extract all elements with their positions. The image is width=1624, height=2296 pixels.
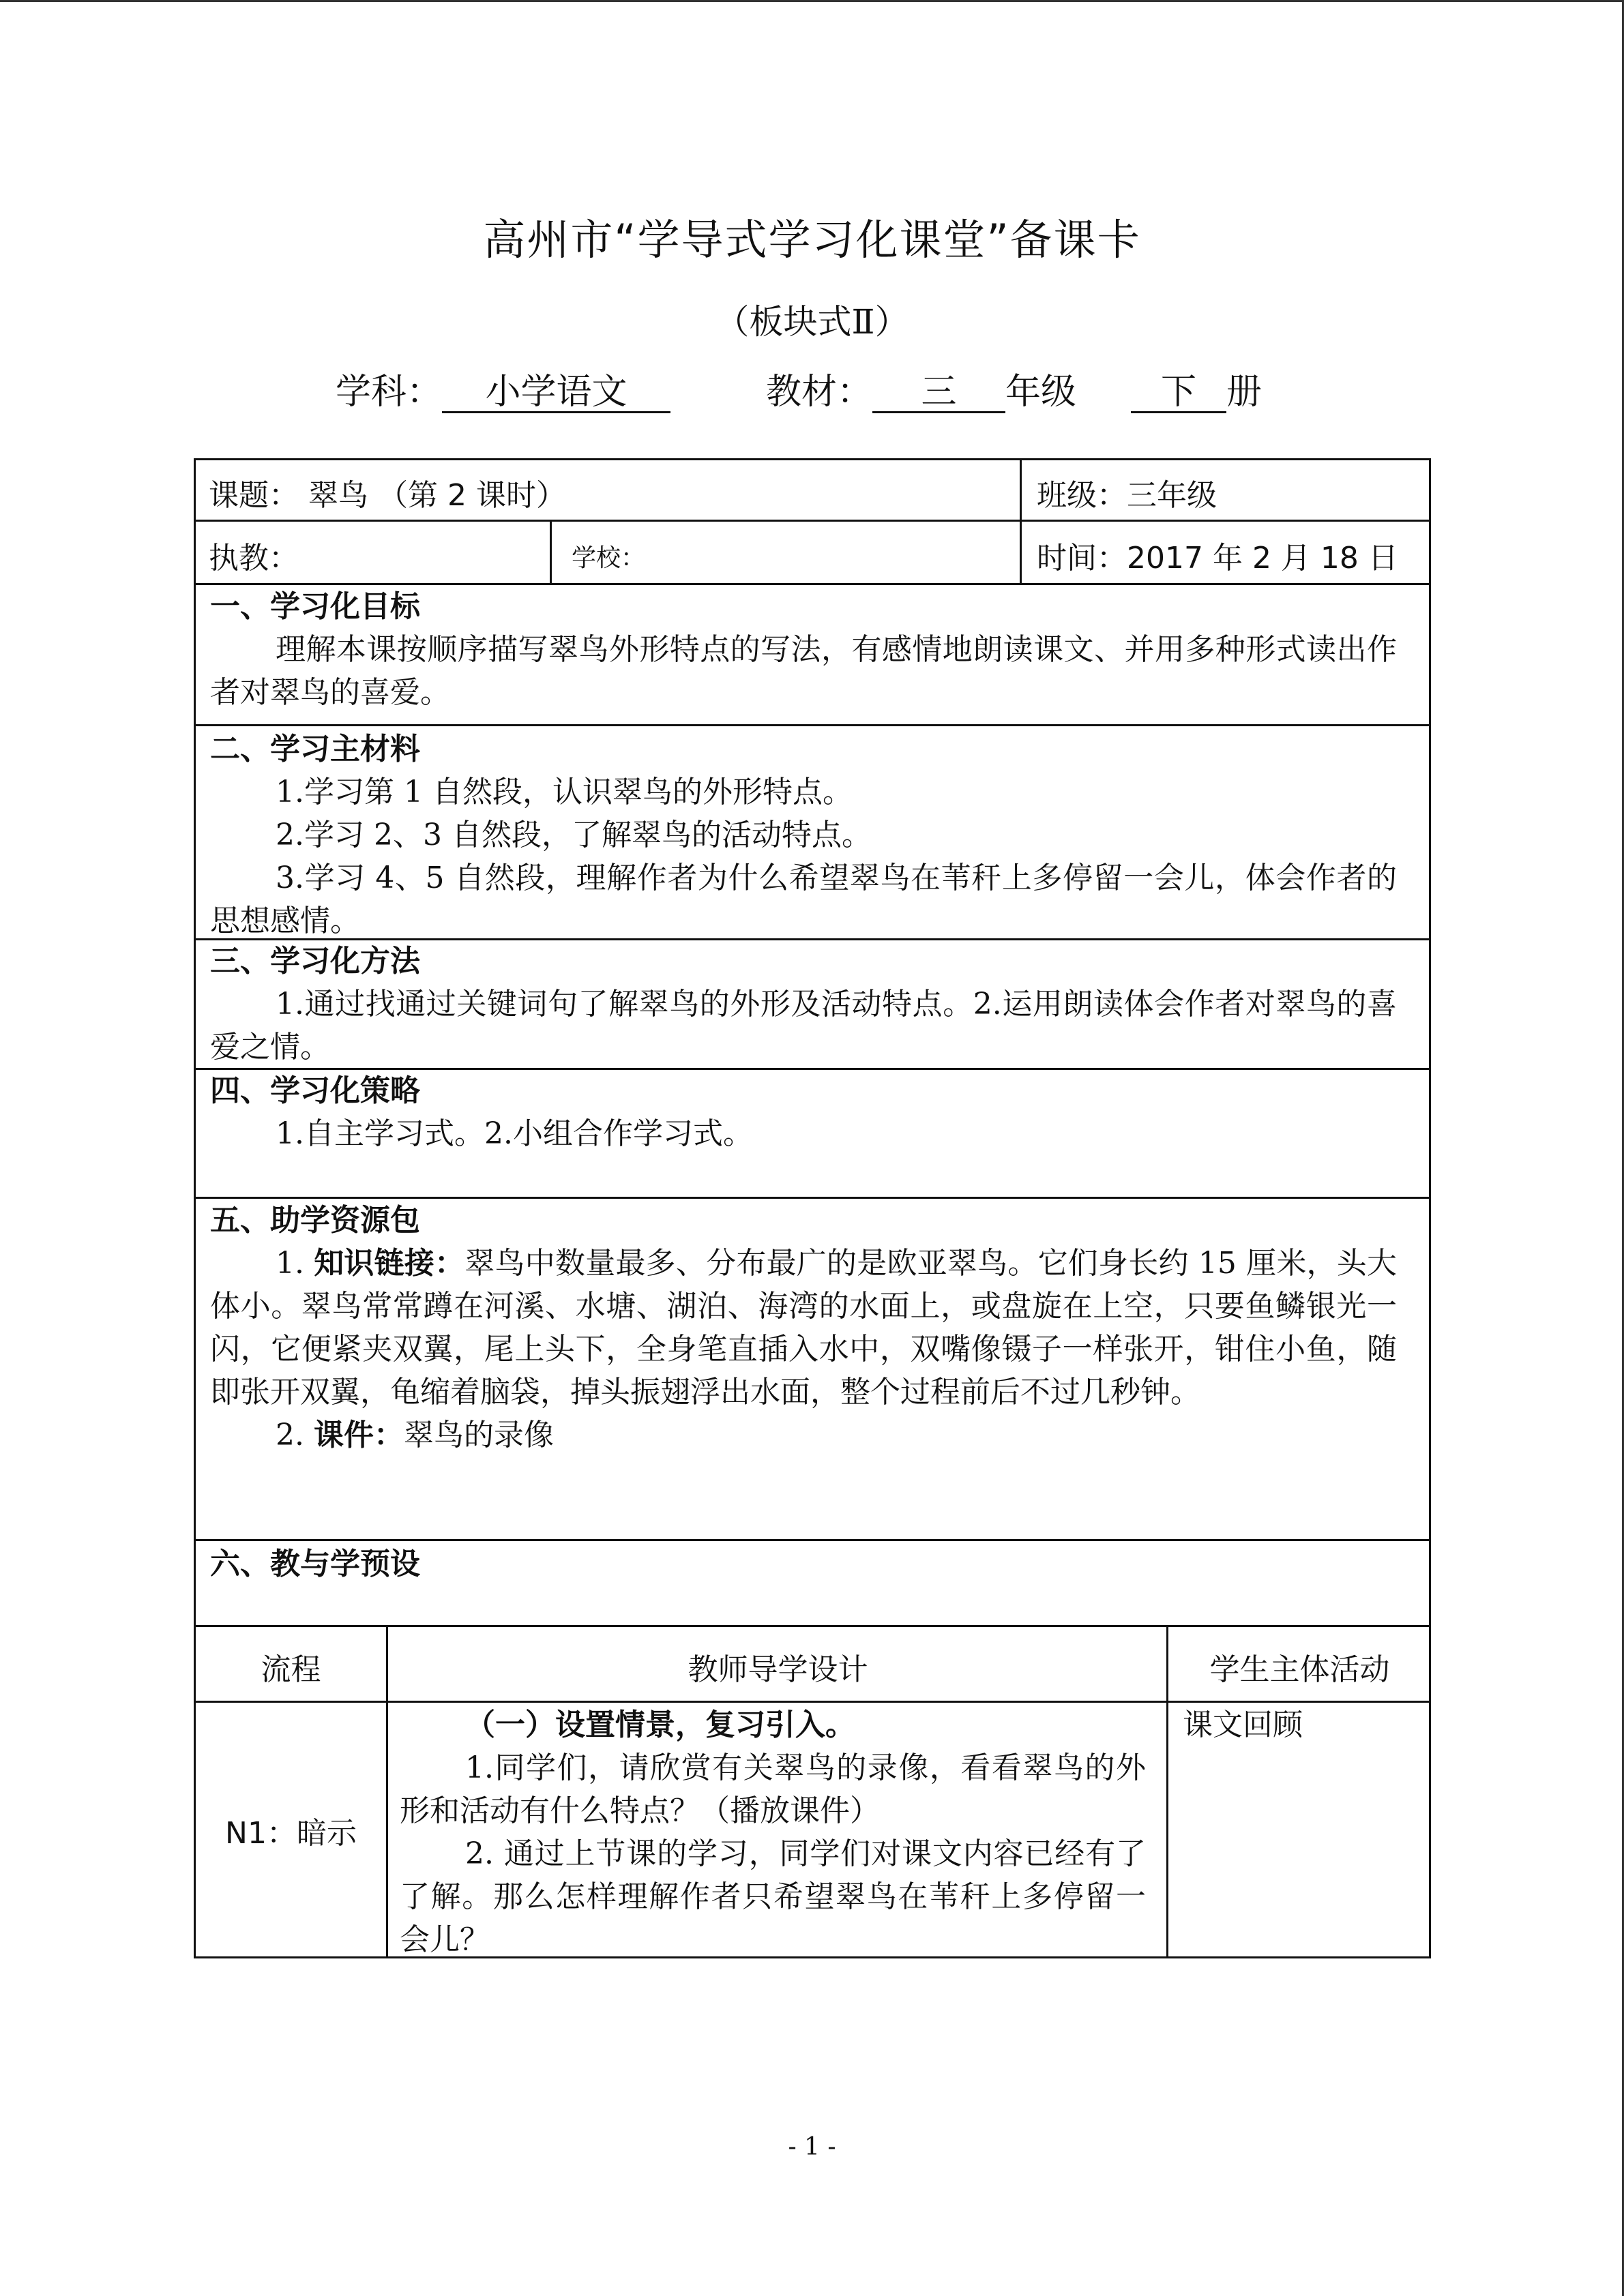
design-item-1: 1.同学们，请欣赏有关翠鸟的录像，看看翠鸟的外形和活动有什么特点？（播放课件） <box>400 1750 1146 1828</box>
volume-value: 下 <box>1131 374 1226 413</box>
material-item-1: 1.学习第 1 自然段，认识翠鸟的外形特点。 <box>276 775 853 809</box>
time-cell: 时间：2017 年 2 月 18 日 <box>1037 541 1398 576</box>
design-cell <box>400 1703 1146 1961</box>
section-strategy <box>210 1069 1397 1155</box>
page-number: - 1 - <box>788 2133 836 2161</box>
goal-heading: 一、学习化目标 <box>210 589 420 624</box>
knowledge-link-label: 知识链接： <box>314 1246 465 1281</box>
section-resource <box>210 1199 1397 1457</box>
resource-heading: 五、助学资源包 <box>210 1203 420 1238</box>
teacher-label: 执教： <box>209 541 299 576</box>
section-material <box>210 728 1397 942</box>
grade-suffix: 年级 <box>1005 372 1077 413</box>
section-preset <box>210 1542 1397 1585</box>
student-cell: 课文回顾 <box>1183 1708 1303 1742</box>
strategy-text: 1.自主学习式。2.小组合作学习式。 <box>276 1116 753 1151</box>
courseware-label: 课件： <box>313 1418 404 1452</box>
material-item-3: 3.学习 4、5 自然段，理解作者为什么希望翠鸟在苇秆上多停留一会儿，体会作者的思想感情。 <box>210 861 1397 938</box>
design-item-2: 2. 通过上节课的学习，同学们对课文内容已经有了了解。那么怎样理解作者只希望翠鸟在苇秆上多停留一会儿？ <box>400 1836 1146 1957</box>
page-subtitle: （板块式Ⅱ） <box>715 302 909 342</box>
preset-heading: 六、教与学预设 <box>210 1547 420 1581</box>
section-method <box>210 940 1397 1069</box>
school-label: 学校： <box>572 544 646 572</box>
strategy-heading: 四、学习化策略 <box>210 1073 420 1108</box>
method-text: 1.通过找通过关键词句了解翠鸟的外形及活动特点。2.运用朗读体会作者对翠鸟的喜爱之情。 <box>210 987 1397 1064</box>
material-item-2: 2.学习 2、3 自然段，了解翠鸟的活动特点。 <box>276 818 872 852</box>
stage-cell: N1：暗示 <box>225 1816 357 1851</box>
header-student: 学生主体活动 <box>1209 1652 1390 1687</box>
section-goal <box>210 585 1397 714</box>
class-cell: 班级：三年级 <box>1037 478 1217 513</box>
lesson-table <box>194 458 1431 1958</box>
resource-item-1: 1. 知识链接：翠鸟中数量最多、分布最广的是欧亚翠鸟。它们身长约 15 厘米，头大体小。翠鸟常常蹲在河溪、水塘、湖泊、海湾的水面上，或盘旋在上空，只要鱼鳞银光一闪，它便紧夹双翼，尾上头下，全身笔直插入水中，双嘴像镊子一样张开，钳住小鱼，随即张开双翼，龟缩着脑袋，掉头振翅浮出水面，整个过程前后不过几秒钟。 <box>210 1246 1398 1410</box>
design-heading: （一）设置情景，复习引入。 <box>465 1708 855 1742</box>
material-label: 教材： <box>766 372 873 413</box>
resource-item-2: 2. 课件：翠鸟的录像 <box>276 1418 554 1452</box>
material-heading: 二、学习主材料 <box>210 732 420 766</box>
volume-suffix: 册 <box>1226 372 1263 413</box>
subject-label: 学科： <box>336 372 443 413</box>
meta-line <box>336 363 1262 414</box>
subject-value: 小学语文 <box>442 374 670 413</box>
topic-cell: 课题： 翠鸟 （第 2 课时） <box>209 478 566 513</box>
header-flow: 流程 <box>261 1652 321 1687</box>
method-heading: 三、学习化方法 <box>210 944 420 979</box>
header-design: 教师导学设计 <box>688 1652 868 1687</box>
page-title: 高州市“学导式学习化课堂”备课卡 <box>483 215 1141 265</box>
goal-text: 理解本课按顺序描写翠鸟外形特点的写法，有感情地朗读课文、并用多种形式读出作者对翠鸟的喜爱。 <box>210 632 1397 710</box>
grade-value: 三 <box>872 374 1005 413</box>
